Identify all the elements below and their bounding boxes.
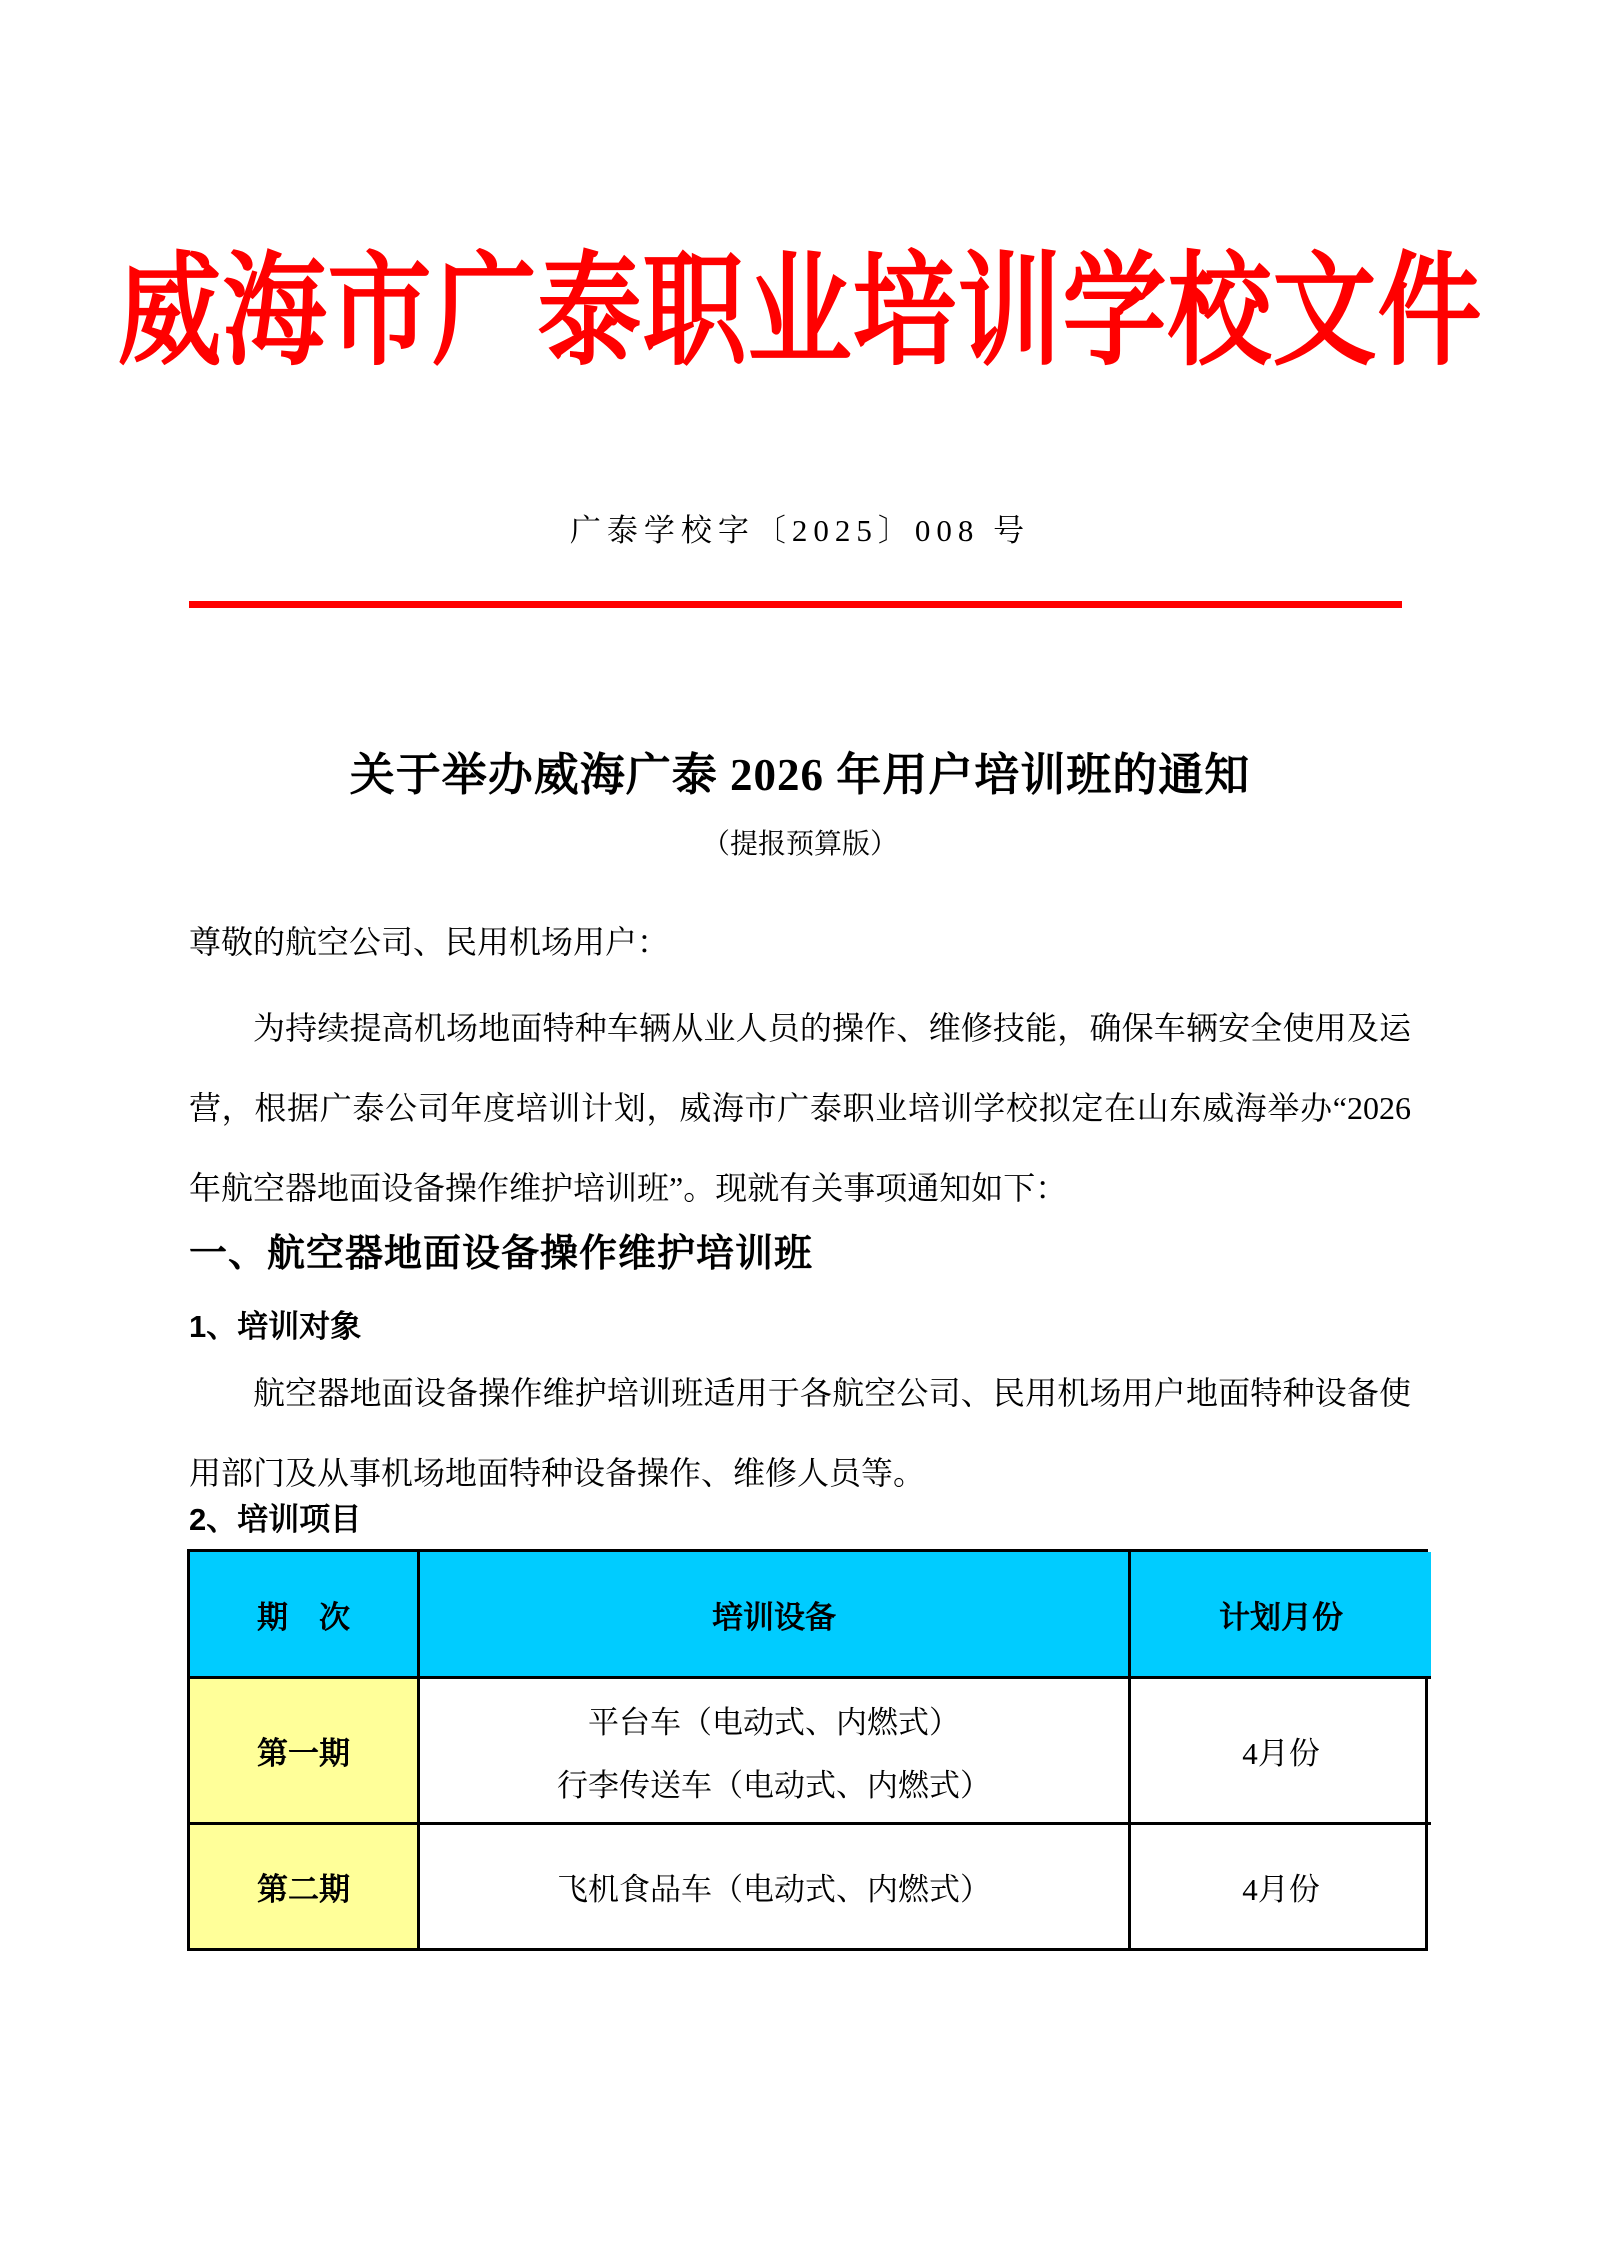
table-row-2-month: 4月份 (1242, 1872, 1320, 1907)
page-title: 关于举办威海广泰 2026 年用户培训班的通知 (349, 750, 1251, 800)
subsection-training-items-heading: 2、培训项目 (189, 1502, 362, 1537)
table-row-2-equipment (420, 1825, 1131, 1948)
table-row-2-phase: 第二期 (190, 1825, 420, 1948)
equipment-line: 飞机食品车（电动式、内燃式） (557, 1872, 991, 1907)
subsection-training-target-heading: 1、培训对象 (189, 1309, 362, 1344)
table-row-1-equipment (420, 1679, 1131, 1825)
table-header-equipment: 培训设备 (420, 1552, 1131, 1679)
table-header-phase: 期 次 (190, 1552, 420, 1679)
red-divider-line (189, 601, 1402, 608)
training-target-paragraph: 航空器地面设备操作维护培训班适用于各航空公司、民用机场用户地面特种设备使用部门及从事机场地面特种设备操作、维修人员等。 (189, 1375, 1411, 1491)
table-header-month: 计划月份 (1131, 1552, 1431, 1679)
intro-paragraph: 为持续提高机场地面特种车辆从业人员的操作、维修技能，确保车辆安全使用及运营，根据广泰公司年度培训计划，威海市广泰职业培训学校拟定在山东威海举办“2026 年航空器地面设备操作维护培训班”。现就有关事项通知如下： (189, 1010, 1411, 1206)
table-row-1-month: 4月份 (1131, 1679, 1431, 1825)
training-schedule-table (187, 1549, 1428, 1951)
doc-number: 广泰学校字〔2025〕008 号 (569, 513, 1031, 548)
equipment-line: 平台车（电动式、内燃式） (588, 1704, 960, 1740)
section-1-heading: 一、航空器地面设备操作维护培训班 (189, 1233, 814, 1275)
equipment-line: 行李传送车（电动式、内燃式） (557, 1767, 991, 1803)
table-row-1-phase: 第一期 (190, 1679, 420, 1825)
page-subtitle: （提报预算版） (701, 829, 898, 860)
masthead-title: 威海市广泰职业培训学校文件 (117, 243, 1483, 381)
salutation-line: 尊敬的航空公司、民用机场用户： (189, 924, 670, 960)
